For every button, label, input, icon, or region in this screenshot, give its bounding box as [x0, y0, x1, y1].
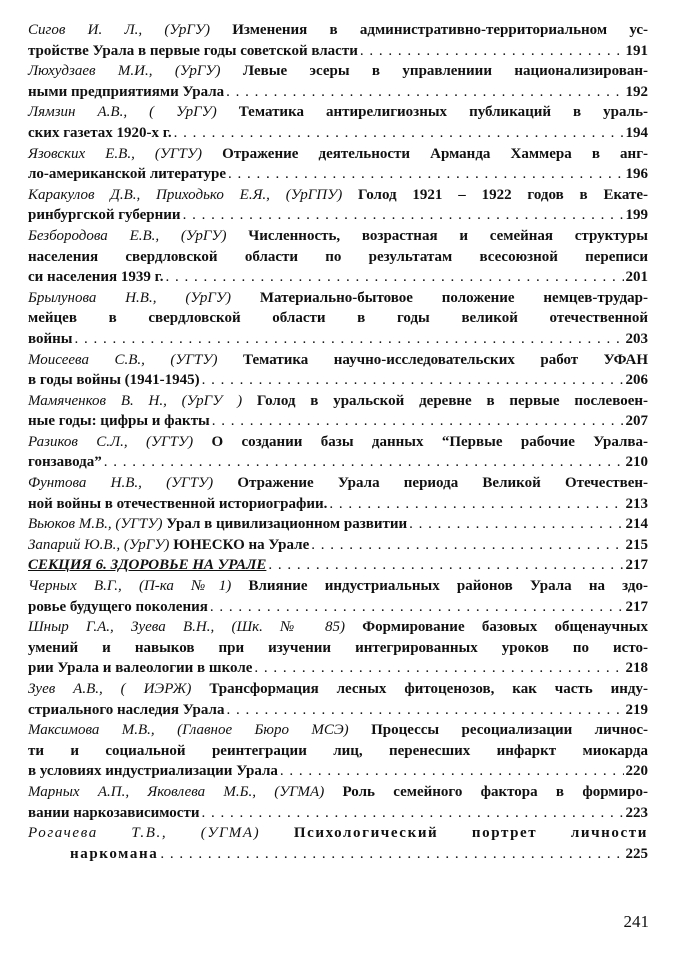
- entry-author: Марных А.П., Яковлева М.Б., (УГМА): [28, 783, 325, 800]
- dot-leader: [201, 803, 623, 824]
- entry-title: Трансформация лесных фитоценозов, как часть инду-: [209, 681, 649, 697]
- toc-entry: [28, 350, 648, 391]
- entry-title-cont: вании наркозависимости: [28, 804, 200, 821]
- dot-leader: [280, 761, 624, 782]
- entry-page: 199: [625, 207, 648, 224]
- entry-title-cont: ринбургской губернии: [28, 207, 181, 224]
- toc-entry: [28, 823, 648, 864]
- entry-title: Левые эсеры в управлениии национализирован-: [242, 63, 649, 80]
- entry-title: Тематика научно-исследовательских работ УФАН: [243, 351, 649, 368]
- entry-title: Формирование базовых общенаучных: [362, 619, 648, 636]
- dot-leader: [210, 597, 624, 618]
- entry-page: 214: [625, 516, 648, 533]
- dot-leader: [160, 844, 623, 865]
- dot-leader: [254, 658, 623, 679]
- toc-entry: [28, 514, 648, 535]
- entry-author: Рогачева Т.В., (УГМА): [28, 825, 261, 842]
- entry-title: Процессы ресоциализации личнос-: [371, 722, 648, 739]
- entry-author: Шныр Г.А., Зуева В.Н., (Шк. № 85): [28, 619, 345, 636]
- entry-author: Разиков С.Л., (УГТУ): [28, 433, 194, 450]
- dot-leader: [226, 700, 623, 721]
- entry-title: Изменения в административно-территориальном ус-: [232, 22, 649, 38]
- entry-title-cont: ными предприятиями Урала: [28, 83, 225, 100]
- entry-title-cont: ной войны в отечественной историографии.: [28, 495, 328, 512]
- entry-title-cont: ских газетах 1920-х г.: [28, 124, 172, 141]
- entry-page: 196: [625, 166, 648, 183]
- entry-page: 207: [625, 413, 648, 430]
- entry-author: Фунтова Н.В., (УГТУ): [28, 475, 214, 492]
- dot-leader: [174, 123, 624, 144]
- entry-page: 217: [625, 598, 648, 615]
- toc-entry: [28, 473, 648, 514]
- entry-author: Каракулов Д.В., Приходько Е.Я., (УрГПУ): [28, 186, 343, 203]
- dot-leader: [212, 411, 624, 432]
- entry-author: Вьюков М.В., (УГТУ): [28, 516, 163, 533]
- toc-entry: [28, 102, 648, 143]
- entry-title: О создании базы данных “Первые рабочие Уралва-: [211, 433, 648, 450]
- entry-page: 213: [625, 495, 648, 512]
- entry-title: Материально-бытовое положение немцев-трудар-: [259, 289, 649, 306]
- entry-title-cont: в годы войны (1941-1945): [28, 372, 200, 389]
- entry-title: Голод 1921 – 1922 годов в Екате-: [358, 186, 648, 203]
- entry-page: 192: [625, 83, 648, 100]
- dot-leader: [202, 370, 624, 391]
- entry-page: 191: [625, 42, 648, 59]
- entry-author: Люхудзаев М.И., (УрГУ): [28, 63, 221, 80]
- entry-author: Мамяченков В. Н., (УрГУ ): [28, 392, 243, 409]
- dot-leader: [228, 164, 623, 185]
- entry-page: 219: [625, 701, 648, 718]
- entry-title-cont: наркомана: [70, 845, 159, 862]
- toc-entry: [28, 617, 648, 679]
- dot-leader: [311, 535, 623, 556]
- entry-page: 194: [625, 124, 648, 141]
- toc-entry: [28, 432, 648, 473]
- section-title: СЕКЦИЯ 6. ЗДОРОВЬЕ НА УРАЛЕ: [28, 557, 267, 574]
- entry-author: Черных В.Г., (П-ка №1): [28, 578, 232, 595]
- entry-title: Роль семейного фактора в формиро-: [342, 783, 649, 800]
- dot-leader: [268, 555, 623, 576]
- entry-author: Сигов И. Л., (УрГУ): [28, 22, 210, 38]
- dot-leader: [360, 41, 624, 62]
- entry-title: Отражение деятельности Арманда Хаммера в анг-: [222, 145, 648, 162]
- toc-entry: [28, 226, 648, 288]
- toc-entry: [28, 679, 648, 720]
- entry-title-cont: стриального наследия Урала: [28, 701, 225, 718]
- entry-title-cont: рии Урала и валеологии в школе: [28, 660, 253, 677]
- entry-title-cont: ные годы: цифры и факты: [28, 413, 210, 430]
- entry-author: Максимова М.В., (Главное Бюро МСЭ): [28, 722, 349, 739]
- toc-entry: [28, 185, 648, 226]
- entry-page: 210: [625, 454, 648, 471]
- entry-page: 201: [625, 269, 648, 286]
- entry-title-cont: населения свердловской области по результатам всесоюзной переписи: [28, 248, 648, 265]
- entry-title-cont: ти и социальной реинтеграции лиц, перенесших инфаркт миокарда: [28, 742, 648, 759]
- toc-entry: [28, 61, 648, 102]
- entry-page: 223: [625, 804, 648, 821]
- toc-entry: [28, 144, 648, 185]
- entry-title: Голод в уральской деревне в первые послевоен-: [256, 392, 648, 409]
- entry-title-cont: войны: [28, 330, 73, 347]
- entry-page: 215: [625, 536, 648, 553]
- dot-leader: [329, 494, 623, 515]
- entry-author: Запарий Ю.В., (УрГУ): [28, 536, 170, 553]
- toc-entry: [28, 720, 648, 782]
- toc-entry: [28, 535, 648, 556]
- entry-title-cont: умений и навыков при изучении интегрированных уроков по исто-: [28, 639, 648, 656]
- entry-page: 218: [625, 660, 648, 677]
- entry-title: Отражение Урала периода Великой Отечествен-: [237, 475, 648, 492]
- entry-title: Влияние индустриальных районов Урала на здо-: [248, 578, 649, 595]
- entry-title: ЮНЕСКО на Урале: [173, 536, 310, 553]
- toc-entry: [28, 391, 648, 432]
- dot-leader: [75, 329, 624, 350]
- section-heading: [28, 555, 648, 576]
- entry-title-cont: тройстве Урала в первые годы советской власти: [28, 42, 358, 59]
- dot-leader: [409, 514, 623, 535]
- toc-entry: [28, 782, 648, 823]
- entry-author: Моисеева С.В., (УГТУ): [28, 351, 218, 368]
- dot-leader: [183, 205, 624, 226]
- dot-leader: [104, 452, 624, 473]
- toc-entry: [28, 20, 648, 61]
- entry-title: Психологический портрет личности: [293, 825, 648, 842]
- entry-title: Численность, возрастная и семейная структуры: [248, 227, 648, 244]
- table-of-contents: [28, 20, 648, 864]
- entry-page: 203: [625, 330, 648, 347]
- page-number: 241: [623, 912, 649, 931]
- entry-title-cont: ло-американской литературе: [28, 166, 227, 183]
- entry-page: 206: [625, 372, 648, 389]
- entry-page: 225: [625, 845, 648, 862]
- entry-author: Безбородова Е.В., (УрГУ): [28, 227, 227, 244]
- toc-entry: [28, 288, 648, 350]
- entry-title: Тематика антирелигиозных публикаций в ураль-: [238, 104, 648, 121]
- entry-title: Урал в цивилизационном развитии: [166, 516, 408, 533]
- entry-author: Брылунова Н.В., (УрГУ): [28, 289, 231, 306]
- entry-title-cont: мейцев в свердловской области в годы великой отечественной: [28, 310, 648, 327]
- entry-page: 220: [625, 763, 648, 780]
- entry-author: Зуев А.В., ( ИЭРЖ): [28, 681, 192, 697]
- entry-title-cont: ровье будущего поколения: [28, 598, 208, 615]
- entry-title-cont: си населения 1939 г.: [28, 269, 164, 286]
- entry-title-cont: в условиях индустриализации Урала: [28, 763, 278, 780]
- toc-entry: [28, 576, 648, 617]
- dot-leader: [166, 267, 624, 288]
- dot-leader: [226, 82, 623, 103]
- section-page: 217: [625, 557, 648, 574]
- entry-author: Язовских Е.В., (УГТУ): [28, 145, 202, 162]
- entry-title-cont: гонзавода”: [28, 454, 102, 471]
- entry-author: Лямзин А.В., ( УрГУ): [28, 104, 217, 121]
